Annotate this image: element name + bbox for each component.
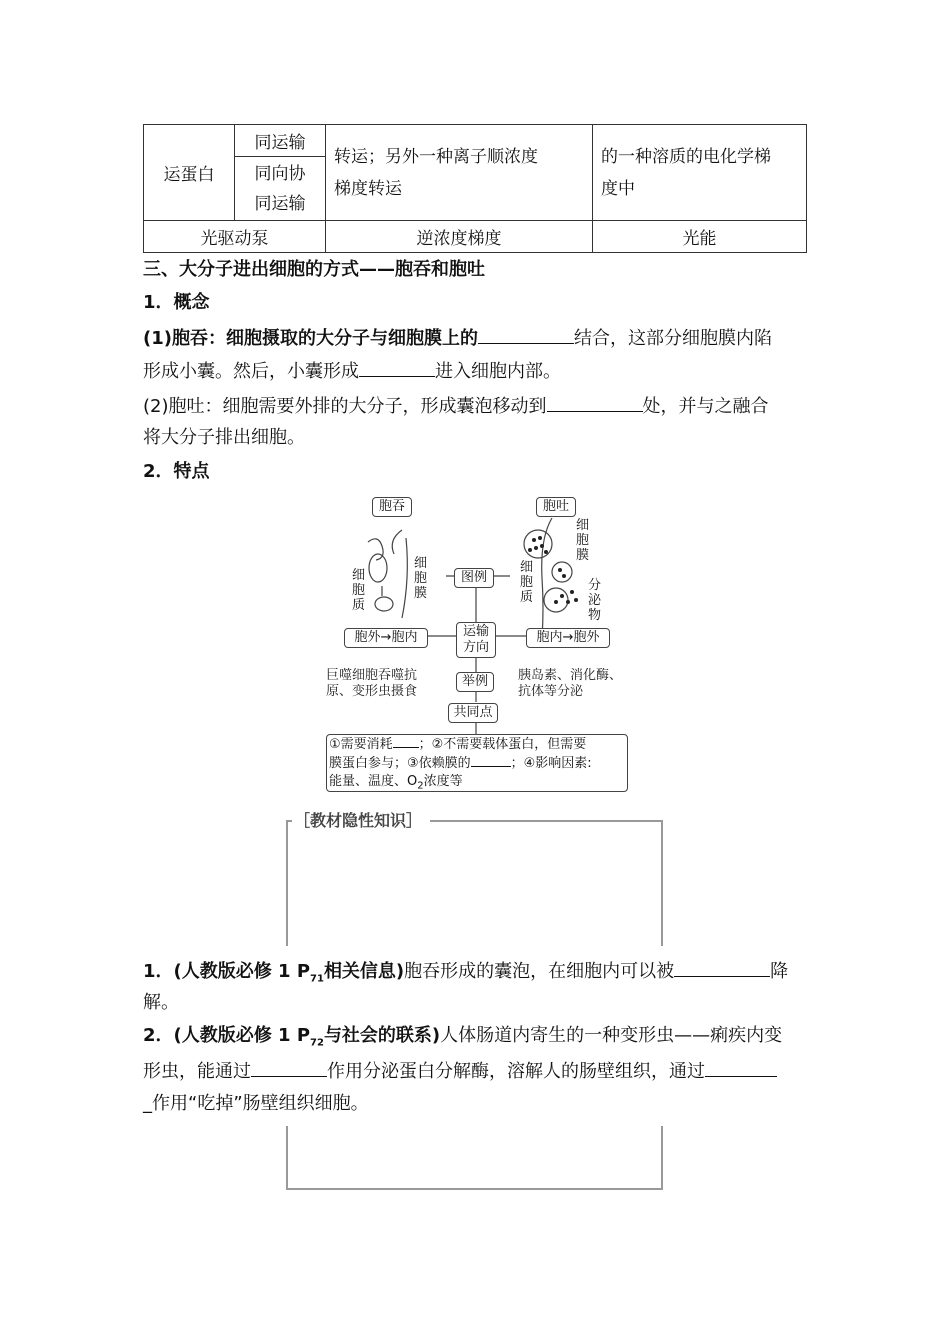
bottom-frame-bottom [286,1188,663,1190]
secretion-label: 分泌物 [588,578,602,623]
cell-mechanism: 转运；另外一种离子顺浓度 梯度转运 [326,125,593,221]
endocytosis-label: 胞吞 [372,497,412,517]
concept-title: 1．概念 [143,292,210,313]
question-1-line-2: 解。 [143,992,179,1013]
out-to-in-box: 胞外→胞内 [344,628,428,648]
cell-energy: 的一种溶质的电化学梯 度中 [593,125,807,221]
common-box: 共同点 [448,703,498,723]
blank[interactable] [674,958,770,977]
hidden-knowledge-title: ［教材隐性知识］ [294,811,423,830]
exo-cytoplasm-label: 细胞质 [520,560,534,605]
question-1-line-1: 1．(人教版必修 1 $P_{71}$相关信息)胞吞形成的囊泡，在细胞内可以被 降 [143,958,788,992]
blank[interactable] [547,393,643,412]
exo-membrane-label: 细胞膜 [576,518,590,563]
illustration-box: 图例 [454,568,494,588]
direction-box: 运输方向 [456,622,496,658]
blank[interactable] [359,358,435,377]
paragraph-exocytosis-1: (2)胞吐：细胞需要外排的大分子，形成囊泡移动到 处，并与之融合 [143,393,769,419]
cell-sub2: 同向协 同运输 [235,157,326,221]
endo-cytoplasm-label: 细胞质 [352,568,366,613]
frame-left [286,820,288,946]
endo-membrane-label: 细胞膜 [414,556,428,601]
cell-sub1: 同运输 [235,125,326,157]
blank[interactable] [471,754,511,767]
transport-table [143,124,807,253]
question-2-line-2: 形虫，能通过 作用分泌蛋白分解酶，溶解人的肠壁组织，通过 [143,1058,777,1084]
cell-light-energy: 光能 [593,221,807,253]
frame-right [661,820,663,946]
exocytosis-label: 胞吐 [536,497,576,517]
bottom-frame-right [661,1126,663,1190]
blank[interactable] [705,1058,777,1077]
question-2-line-3: _作用“吃掉”肠壁组织细胞。 [143,1093,369,1114]
paragraph-endocytosis-2: 形成小囊。然后，小囊形成 进入细胞内部。 [143,358,561,384]
blank[interactable] [251,1058,327,1077]
cell-protein: 运蛋白 [144,125,235,221]
in-to-out-box: 胞内→胞外 [526,628,610,648]
paragraph-exocytosis-2: 将大分子排出细胞。 [143,427,305,448]
bottom-frame-left [286,1126,288,1190]
frame-top-left [286,820,292,822]
blank[interactable] [393,735,419,748]
example-box: 举例 [456,672,494,692]
cell-gradient: 逆浓度梯度 [326,221,593,253]
frame-top [430,820,663,822]
section-heading: 三、大分子进出细胞的方式——胞吞和胞吐 [143,259,485,280]
common-points-box: ①需要消耗 ；②不需要载体蛋白，但需要 膜蛋白参与；③依赖膜的 ；④影响因素: 能量、温度、$O_2$浓度等 [326,734,628,792]
example-right: 胰岛素、消化酶、 抗体等分泌 [518,668,623,699]
example-left: 巨噬细胞吞噬抗 原、变形虫摄食 [326,668,418,699]
question-2-line-1: 2．(人教版必修 1 $P_{72}$与社会的联系)人体肠道内寄生的一种变形虫——痢疾内变 [143,1025,783,1049]
blank[interactable] [478,325,574,344]
features-title: 2．特点 [143,461,210,482]
paragraph-endocytosis-1: (1)胞吞：细胞摄取的大分子与细胞膜上的 结合，这部分细胞膜内陷 [143,325,772,351]
cell-light-pump: 光驱动泵 [144,221,326,253]
